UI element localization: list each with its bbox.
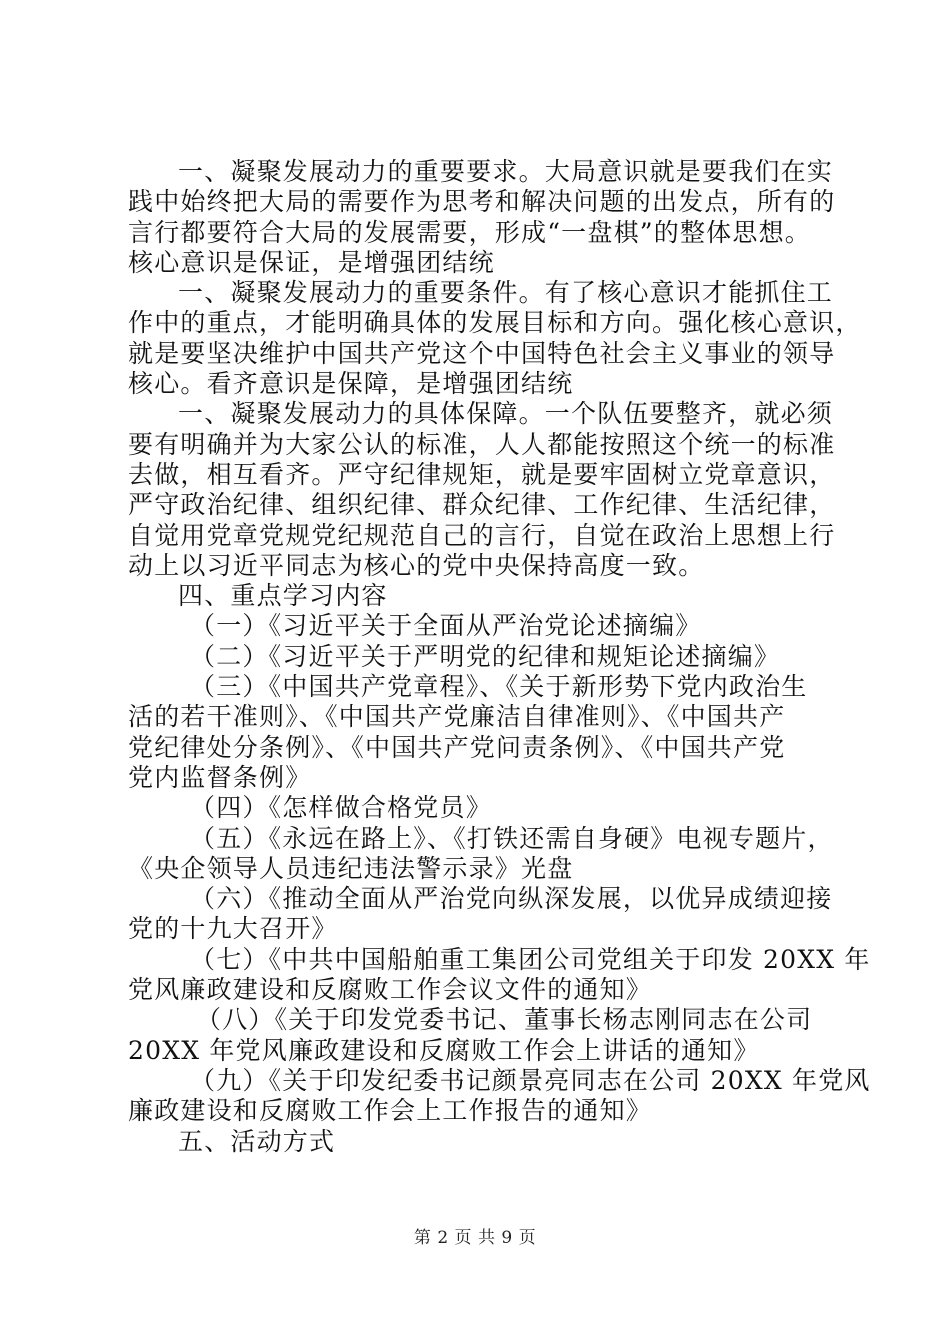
list-item-continuation: 党内监督条例》 <box>128 762 312 792</box>
paragraph-line: 就是要坚决维护中国共产党这个中国特色社会主义事业的领导 <box>128 338 836 368</box>
paragraph-line: 一、凝聚发展动力的重要要求。大局意识就是要我们在实 <box>178 157 834 186</box>
paragraph-line: 一、凝聚发展动力的重要条件。有了核心意识才能抓住工 <box>178 278 834 308</box>
paragraph-line: 去做，相互看齐。严守纪律规矩，就是要牢固树立党章意识， <box>128 459 836 489</box>
paragraph-line: 践中始终把大局的需要作为思考和解决问题的出发点，所有的 <box>128 187 836 217</box>
paragraph-line: 一、凝聚发展动力的具体保障。一个队伍要整齐，就必须 <box>178 399 834 429</box>
list-item: （三）《中国共产党章程》、《关于新形势下党内政治生 <box>190 672 808 702</box>
paragraph-line: 严守政治纪律、组织纪律、群众纪律、工作纪律、生活纪律， <box>128 490 836 520</box>
paragraph-line: 核心。看齐意识是保障，是增强团结统 <box>128 369 574 399</box>
list-item: （一）《习近平关于全面从严治党论述摘编》 <box>190 611 702 641</box>
list-item-continuation: 活的若干准则》、《中国共产党廉洁自律准则》、《中国共产 <box>128 702 786 732</box>
list-item: （八）《关于印发党委书记、董事长杨志刚同志在公司 <box>196 1005 813 1035</box>
paragraph-line: 自觉用党章党规党纪规范自己的言行，自觉在政治上思想上行 <box>128 520 836 550</box>
list-item: （九）《关于印发纪委书记颜景亮同志在公司 20XX 年党风 <box>190 1065 871 1095</box>
section-heading: 五、活动方式 <box>178 1126 336 1156</box>
section-heading: 四、重点学习内容 <box>178 581 388 611</box>
list-item: （二）《习近平关于严明党的纪律和规矩论述摘编》 <box>190 641 781 671</box>
list-item-continuation: 党的十九大召开》 <box>128 914 338 944</box>
paragraph-line: 要有明确并为大家公认的标准，人人都能按照这个统一的标准 <box>128 429 836 459</box>
list-item: （六）《推动全面从严治党向纵深发展，以优异成绩迎接 <box>190 884 833 914</box>
list-item: （五）《永远在路上》、《打铁还需自身硬》电视专题片， <box>190 823 834 853</box>
list-item-continuation: 党风廉政建设和反腐败工作会议文件的通知》 <box>128 975 653 1005</box>
paragraph-line: 核心意识是保证，是增强团结统 <box>128 247 495 277</box>
paragraph-line: 动上以习近平同志为核心的党中央保持高度一致。 <box>128 550 705 580</box>
list-item-continuation: 20XX 年党风廉政建设和反腐败工作会上讲话的通知》 <box>128 1035 760 1065</box>
list-item: （四）《怎样做合格党员》 <box>190 793 492 823</box>
paragraph-line: 作中的重点，才能明确具体的发展目标和方向。强化核心意识， <box>128 308 862 338</box>
document-body <box>128 157 871 1157</box>
paragraph-line: 言行都要符合大局的发展需要，形成“一盘棋”的整体思想。 <box>128 217 811 247</box>
list-item-continuation: 廉政建设和反腐败工作会上工作报告的通知》 <box>128 1096 653 1126</box>
list-item-continuation: 党纪律处分条例》、《中国共产党问责条例》、《中国共产党 <box>128 732 786 762</box>
list-item-continuation: 《央企领导人员违纪违法警示录》光盘 <box>128 853 574 883</box>
list-item: （七）《中共中国船舶重工集团公司党组关于印发 20XX 年 <box>190 944 871 974</box>
page-footer: 第 2 页 共 9 页 <box>413 1228 537 1248</box>
